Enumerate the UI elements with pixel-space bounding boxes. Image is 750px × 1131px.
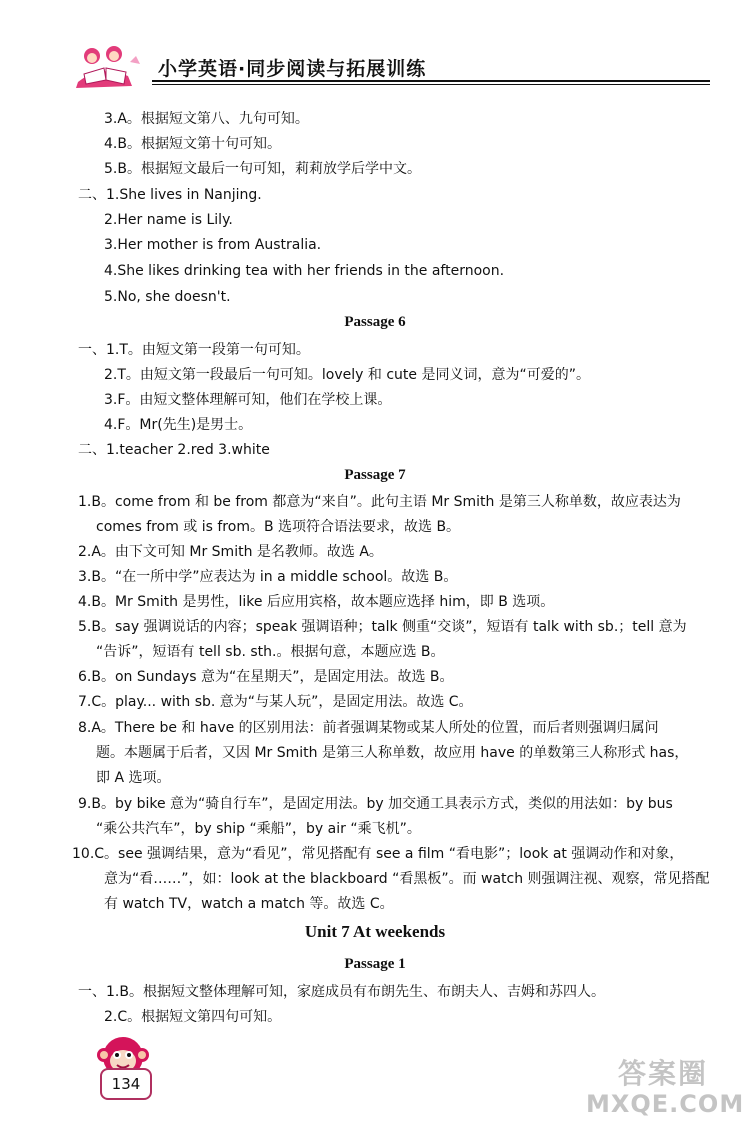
answer-line: “告诉”，短语有 tell sb. sth.。根据句意，本题应选 B。 (96, 644, 445, 660)
answer-line: 8.A。There be 和 have 的区别用法：前者强调某物或某人所处的位置，而后者则强调归属问 (78, 720, 659, 736)
answer-line: 4.B。根据短文第十句可知。 (104, 136, 281, 152)
answer-line: 4.She likes drinking tea with her friends in the afternoon. (104, 263, 505, 279)
page-number: 134 (100, 1068, 152, 1100)
answer-line: 5.No, she doesn't. (104, 289, 231, 305)
answer-line: 题。本题属于后者，又因 Mr Smith 是第三人称单数，故应用 have 的单数第三人称形式 has， (96, 745, 689, 761)
watermark (586, 1052, 745, 1122)
answer-line: 3.B。“在一所中学”应表达为 in a middle school。故选 B。 (78, 569, 458, 585)
answer-line: 一、1.B。根据短文整体理解可知，家庭成员有布朗先生、布朗夫人、吉姆和苏四人。 (78, 984, 605, 1000)
passage-heading: Passage 6 (344, 314, 406, 330)
header-title: 小学英语·同步阅读与拓展训练 (158, 58, 427, 80)
unit-heading: Unit 7 At weekends (304, 922, 446, 941)
passage-heading: Passage 7 (344, 467, 406, 483)
answer-line: 3.A。根据短文第八、九句可知。 (104, 111, 309, 127)
answer-line: 4.F。Mr(先生)是男士。 (104, 417, 253, 433)
answer-line: 意为“看……”，如：look at the blackboard “看黑板”。而 watch 则强调注视、观察，常见搭配 (104, 871, 710, 887)
header-rule-thin (152, 84, 710, 85)
answer-line: 即 A 选项。 (96, 770, 171, 786)
page-header (70, 42, 710, 92)
reading-children-icon (70, 42, 150, 90)
answer-line: 3.F。由短文整体理解可知，他们在学校上课。 (104, 392, 392, 408)
answer-line: 9.B。by bike 意为“骑自行车”，是固定用法。by 加交通工具表示方式，类似的用法如：by bus (78, 796, 673, 812)
answer-line: 2.Her name is Lily. (104, 212, 233, 228)
watermark-top: 答案圈 (618, 1057, 709, 1090)
answer-line: “乘公共汽车”，by ship “乘船”，by air “乘飞机”。 (96, 821, 421, 837)
answer-line: 1.B。come from 和 be from 都意为“来自”。此句主语 Mr Smith 是第三人称单数，故应表达为 (78, 494, 681, 510)
header-rule (152, 80, 710, 82)
answer-line: 2.A。由下文可知 Mr Smith 是名教师。故选 A。 (78, 544, 383, 560)
answer-line: comes from 或 is from。B 选项符合语法要求，故选 B。 (96, 519, 461, 535)
watermark-bottom: MXQE.COM (586, 1090, 745, 1118)
answer-line: 一、1.T。由短文第一段第一句可知。 (78, 342, 310, 358)
answer-line: 10.C。see 强调结果，意为“看见”，常见搭配有 see a film “看电影”；look at 强调动作和对象， (72, 846, 684, 862)
answer-line: 6.B。on Sundays 意为“在星期天”，是固定用法。故选 B。 (78, 669, 454, 685)
answer-line: 二、1.teacher 2.red 3.white (78, 442, 270, 458)
answer-line: 2.C。根据短文第四句可知。 (104, 1009, 282, 1025)
answer-line: 5.B。say 强调说话的内容；speak 强调语种；talk 侧重“交谈”，短语有 talk with sb.；tell 意为 (78, 619, 687, 635)
answer-line: 2.T。由短文第一段最后一句可知。lovely 和 cute 是同义词，意为“可爱的”。 (104, 367, 590, 383)
passage-heading: Passage 1 (344, 956, 406, 972)
answer-line: 3.Her mother is from Australia. (104, 237, 322, 253)
answer-line: 5.B。根据短文最后一句可知，莉莉放学后学中文。 (104, 161, 421, 177)
answer-line: 有 watch TV，watch a match 等。故选 C。 (104, 896, 394, 912)
answer-line: 4.B。Mr Smith 是男性，like 后应用宾格，故本题应选择 him，即 B 选项。 (78, 594, 555, 610)
answer-line: 7.C。play... with sb. 意为“与某人玩”，是固定用法。故选 C。 (78, 694, 473, 710)
answer-line: 二、1.She lives in Nanjing. (78, 187, 262, 203)
